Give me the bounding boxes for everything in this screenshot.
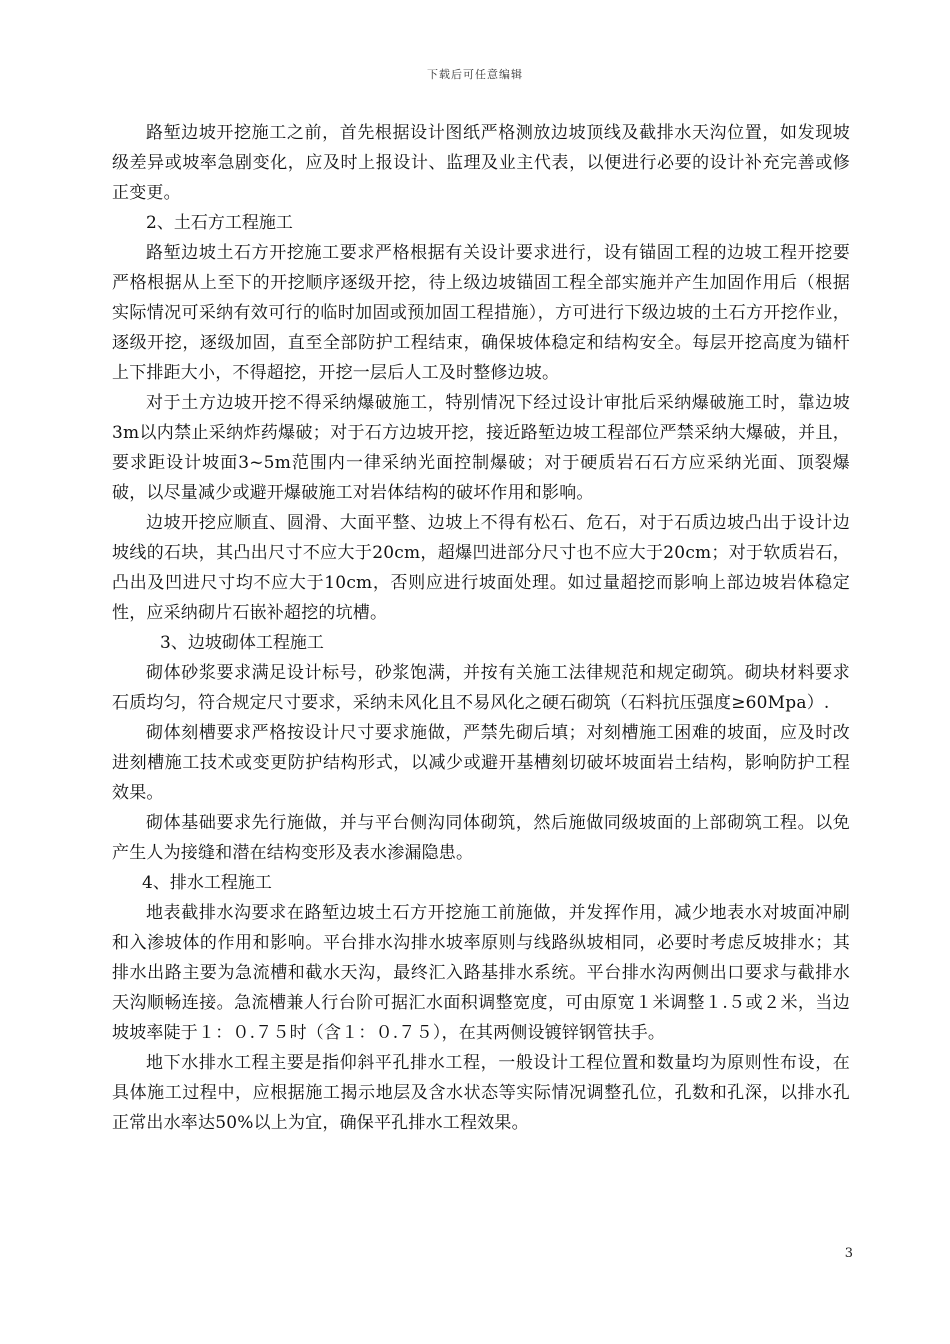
paragraph-surface-drainage: 地表截排水沟要求在路堑边坡土石方开挖施工前施做，并发挥作用，减少地表水对坡面冲刷和入渗坡体的作用和影响。平台排水沟排水坡率原则与线路纵坡相同，必要时考虑反坡排水；其排水出路主要为急流槽和截水天沟，最终汇入路基排水系统。平台排水沟两侧出口要求与截排水天沟顺畅连接。急流槽兼人行台阶可据汇水面积调整宽度，可由原宽１米调整１.５或２米，当边坡坡率陡于１：０.７５时（含１：０.７５），在其两侧设镀锌钢管扶手。 — [112, 903, 850, 1043]
paragraph-earthwork-excavation: 路堑边坡土石方开挖施工要求严格根据有关设计要求进行，设有锚固工程的边坡工程开挖要严格根据从上至下的开挖顺序逐级开挖，待上级边坡锚固工程全部实施并产生加固作用后（根据实际情况可采纳有效可行的临时加固或预加固工程措施），方可进行下级边坡的土石方开挖作业，逐级开挖，逐级加固，直至全部防护工程结束，确保坡体稳定和结构安全。每层开挖高度为锚杆上下排距大小，不得超挖，开挖一层后人工及时整修边坡。 — [112, 243, 850, 383]
paragraph-slope-finish: 边坡开挖应顺直、圆滑、大面平整、边坡上不得有松石、危石，对于石质边坡凸出于设计边坡线的石块，其凸出尺寸不应大于20cm，超爆凹进部分尺寸也不应大于20cm；对于软质岩石，凸出及凹进尺寸均不应大于10cm，否则应进行坡面处理。如过量超挖而影响上部边坡岩体稳定性，应采纳砌片石嵌补超挖的坑槽。 — [112, 513, 850, 623]
paragraph-excavation-intro: 路堑边坡开挖施工之前，首先根据设计图纸严格测放边坡顶线及截排水天沟位置，如发现坡级差异或坡率急剧变化，应及时上报设计、监理及业主代表，以便进行必要的设计补充完善或修正变更。 — [112, 123, 850, 203]
section-heading-masonry: 3、边坡砌体工程施工 — [160, 633, 324, 653]
document-body — [112, 118, 850, 1138]
section-heading-drainage: 4、排水工程施工 — [142, 873, 272, 893]
header-note: 下载后可任意编辑 — [427, 68, 523, 81]
paragraph-blasting: 对于土方边坡开挖不得采纳爆破施工，特别情况下经过设计审批后采纳爆破施工时，靠边坡3m以内禁止采纳炸药爆破；对于石方边坡开挖，接近路堑边坡工程部位严禁采纳大爆破，并且，要求距设计坡面3~5m范围内一律采纳光面控制爆破；对于硬质岩石石方应采纳光面、顶裂爆破，以尽量减少或避开爆破施工对岩体结构的破坏作用和影响。 — [112, 393, 850, 503]
paragraph-grooving: 砌体刻槽要求严格按设计尺寸要求施做，严禁先砌后填；对刻槽施工困难的坡面，应及时改进刻槽施工技术或变更防护结构形式，以减少或避开基槽刻切破坏坡面岩土结构，影响防护工程效果。 — [112, 723, 850, 803]
paragraph-mortar: 砌体砂浆要求满足设计标号，砂浆饱满，并按有关施工法律规范和规定砌筑。砌块材料要求石质均匀，符合规定尺寸要求，采纳未风化且不易风化之硬石砌筑（石料抗压强度≥60Mpa）. — [112, 663, 850, 713]
section-heading-earthwork: 2、土石方工程施工 — [146, 213, 293, 233]
page-number: 3 — [844, 1246, 853, 1261]
paragraph-groundwater-drainage: 地下水排水工程主要是指仰斜平孔排水工程，一般设计工程位置和数量均为原则性布设，在具体施工过程中，应根据施工揭示地层及含水状态等实际情况调整孔位，孔数和孔深，以排水孔正常出水率达50%以上为宜，确保平孔排水工程效果。 — [112, 1053, 850, 1133]
paragraph-foundation: 砌体基础要求先行施做，并与平台侧沟同体砌筑，然后施做同级坡面的上部砌筑工程。以免产生人为接缝和潜在结构变形及表水渗漏隐患。 — [112, 813, 850, 863]
